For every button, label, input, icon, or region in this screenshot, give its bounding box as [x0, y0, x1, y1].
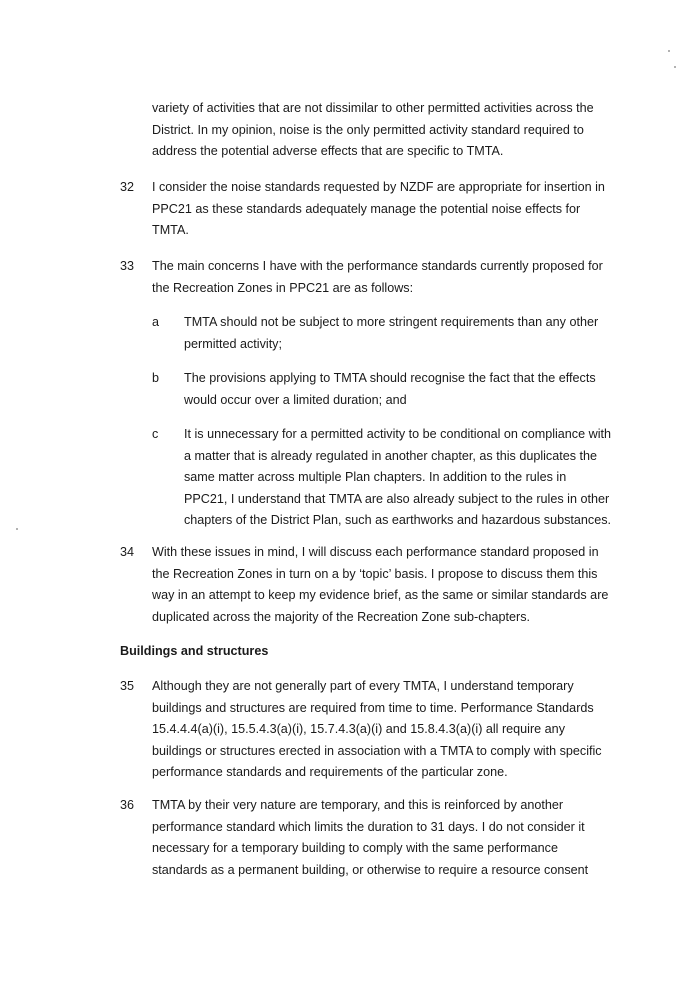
- text-line: TMTA.: [152, 223, 189, 238]
- text-line: buildings or structures erected in association with a TMTA to comply with specific: [152, 743, 602, 758]
- paragraph-number: 34: [120, 545, 135, 559]
- sub-item-c: [184, 424, 611, 532]
- sub-item-a: [184, 312, 598, 355]
- paragraph-34: [152, 542, 608, 628]
- scan-speck: [674, 66, 676, 68]
- text-line: way in an attempt to keep my evidence brief, as the same or similar standards are: [152, 588, 609, 603]
- sub-item-letter: a: [152, 315, 160, 329]
- text-line: 15.4.4.4(a)(i), 15.5.4.3(a)(i), 15.7.4.3(a)(i) and 15.8.4.3(a)(i) all require any: [152, 722, 565, 737]
- text-line: TMTA by their very nature are temporary, and this is reinforced by another: [152, 798, 564, 812]
- text-line: performance standard which limits the duration to 31 days. I do not consider it: [152, 819, 585, 834]
- section-heading: Buildings and structures: [120, 644, 269, 658]
- text-line: buildings and structures are required from time to time. Performance Standards: [152, 700, 594, 715]
- text-line: PPC21 as these standards adequately manage the potential noise effects for: [152, 201, 581, 216]
- text-line: the Recreation Zones in turn on a by ‘topic’ basis. I propose to discuss them this: [152, 566, 598, 581]
- scan-speck: [16, 528, 18, 530]
- text-line: address the potential adverse effects that are specific to TMTA.: [152, 144, 504, 159]
- paragraph-number: 33: [120, 259, 135, 273]
- sub-item-letter: c: [152, 427, 159, 441]
- paragraph-32: [152, 177, 605, 242]
- text-line: a matter that is already regulated in another chapter, as this duplicates the: [184, 448, 598, 463]
- text-line: I consider the noise standards requested by NZDF are appropriate for insertion in: [152, 180, 605, 194]
- paragraph-continuation: [152, 98, 594, 163]
- sub-item-letter: b: [152, 371, 160, 385]
- text-line: PPC21, I understand that TMTA are also already subject to the rules in other: [184, 491, 610, 506]
- paragraph-number: 32: [120, 180, 135, 194]
- text-line: necessary for a temporary building to comply with the same performance: [152, 841, 558, 856]
- text-line: same matter across multiple Plan chapters. In addition to the rules in: [184, 470, 567, 485]
- text-line: Although they are not generally part of every TMTA, I understand temporary: [152, 679, 574, 693]
- text-line: variety of activities that are not dissimilar to other permitted activities across the: [152, 101, 594, 115]
- scan-speck: [668, 50, 670, 52]
- text-line: The provisions applying to TMTA should recognise the fact that the effects: [184, 371, 596, 385]
- text-line: duplicated across the majority of the Recreation Zone sub-chapters.: [152, 609, 531, 624]
- paragraph-number: 36: [120, 798, 135, 812]
- text-line: the Recreation Zones in PPC21 are as follows:: [152, 280, 414, 295]
- sub-item-b: [184, 368, 596, 411]
- paragraph-number: 35: [120, 679, 135, 693]
- text-line: The main concerns I have with the performance standards currently proposed for: [152, 259, 603, 273]
- text-line: TMTA should not be subject to more stringent requirements than any other: [184, 315, 599, 329]
- text-line: District. In my opinion, noise is the only permitted activity standard required to: [152, 122, 584, 137]
- text-line: permitted activity;: [184, 336, 282, 351]
- text-line: standards as a permanent building, or otherwise to require a resource consent: [152, 862, 589, 877]
- text-line: performance standards and requirements of the particular zone.: [152, 765, 508, 780]
- paragraph-35: [152, 676, 602, 784]
- paragraph-36: [152, 795, 588, 881]
- text-line: With these issues in mind, I will discuss each performance standard proposed in: [152, 545, 599, 559]
- text-line: It is unnecessary for a permitted activity to be conditional on compliance with: [184, 427, 612, 441]
- paragraph-33: [152, 256, 603, 299]
- text-line: chapters of the District Plan, such as earthworks and hazardous substances.: [184, 513, 612, 528]
- text-line: would occur over a limited duration; and: [184, 392, 407, 407]
